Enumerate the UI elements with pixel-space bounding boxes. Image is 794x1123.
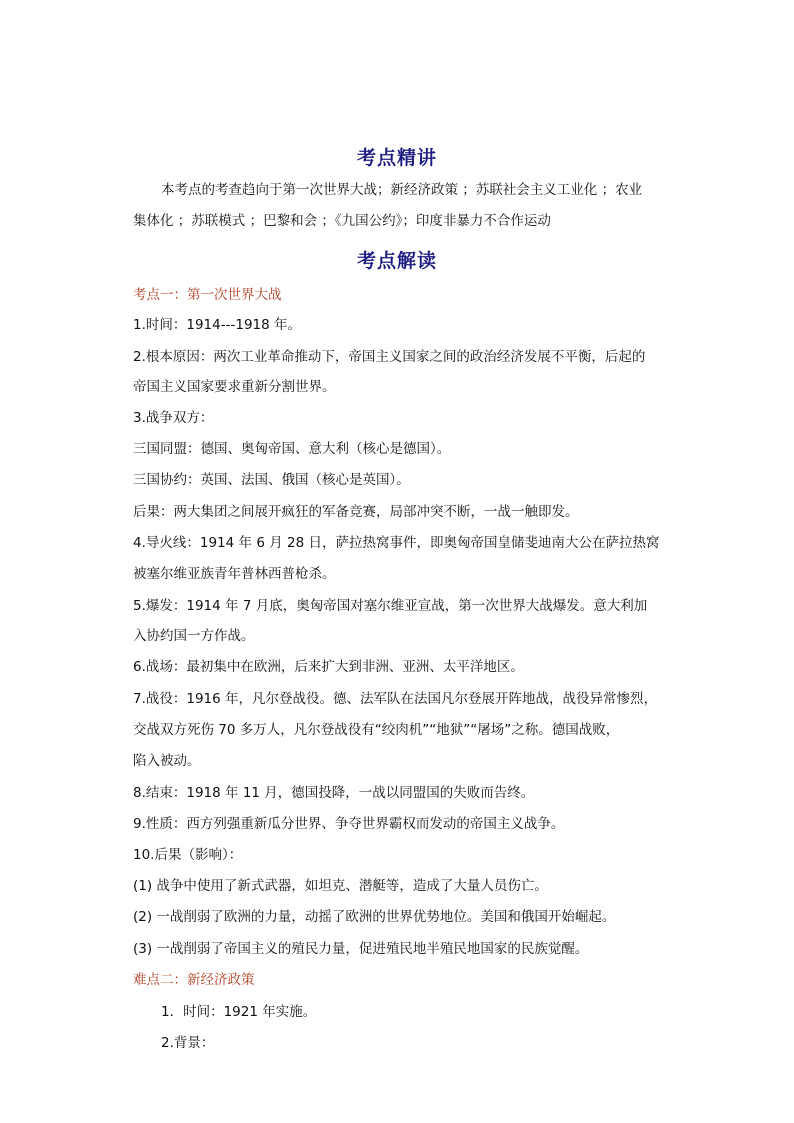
paragraph-line: 帝国主义国家要求重新分割世界。 xyxy=(133,379,336,395)
paragraph-line: 2.根本原因：两次工业革命推动下，帝国主义国家之间的政治经济发展不平衡，后起的 xyxy=(133,349,646,365)
section-heading-interpretation: 考点解读 xyxy=(356,250,437,272)
paragraph-line: 三国协约：英国、法国、俄国（核心是英国）。 xyxy=(133,472,410,488)
paragraph-line: 2.背景： xyxy=(161,1035,215,1051)
paragraph-line: (1) 战争中使用了新式武器，如坦克、潜艇等，造成了大量人员伤亡。 xyxy=(133,878,548,894)
topic-1-title: 考点一：第一次世界大战 xyxy=(133,287,282,303)
paragraph-line: 8.结束：1918 年 11 月，德国投降，一战以同盟国的失败而告终。 xyxy=(133,785,535,801)
paragraph-line: 后果：两大集团之间展开疯狂的军备竞赛，局部冲突不断，一战一触即发。 xyxy=(133,504,579,520)
paragraph-line: 6.战场：最初集中在欧洲，后来扩大到非洲、亚洲、太平洋地区。 xyxy=(133,659,524,675)
topic-2-title: 难点二：新经济政策 xyxy=(133,972,255,988)
paragraph-line: 陷入被动。 xyxy=(133,753,201,769)
intro-line-2: 集体化 ；苏联模式 ；巴黎和会 ；《九国公约》；印度非暴力不合作运动 xyxy=(133,213,551,229)
paragraph-line: 被塞尔维亚族青年普林西普枪杀。 xyxy=(133,566,336,582)
paragraph-line: 4.导火线：1914 年 6 月 28 日，萨拉热窝事件，即奥匈帝国皇储斐迪南大公在萨拉热窝 xyxy=(133,535,660,551)
paragraph-line: 三国同盟：德国、奥匈帝国、意大利（核心是德国）。 xyxy=(133,441,451,457)
paragraph-line: 交战双方死伤 70 多万人，凡尔登战役有“绞肉机”“地狱”“屠场”之称。德国战败， xyxy=(133,722,620,738)
paragraph-line: 5.爆发：1914 年 7 月底，奥匈帝国对塞尔维亚宣战，第一次世界大战爆发。意大利加 xyxy=(133,598,648,614)
paragraph-line: 3.战争双方： xyxy=(133,410,214,426)
paragraph-line: 10.后果（影响）： xyxy=(133,847,243,863)
paragraph-line: (2) 一战削弱了欧洲的力量，动摇了欧洲的世界优势地位。美国和俄国开始崛起。 xyxy=(133,909,616,925)
paragraph-line: 1．时间：1921 年实施。 xyxy=(161,1004,317,1020)
paragraph-line: 9.性质：西方列强重新瓜分世界、争夺世界霸权而发动的帝国主义战争。 xyxy=(133,816,565,832)
paragraph-line: (3) 一战削弱了帝国主义的殖民力量，促进殖民地半殖民地国家的民族觉醒。 xyxy=(133,941,589,957)
section-heading-key-points: 考点精讲 xyxy=(356,147,437,169)
paragraph-line: 7.战役：1916 年，凡尔登战役。德、法军队在法国凡尔登展开阵地战，战役异常惨烈， xyxy=(133,691,658,707)
paragraph-line: 1.时间：1914---1918 年。 xyxy=(133,317,301,333)
paragraph-line: 入协约国一方作战。 xyxy=(133,628,255,644)
intro-line-1: 本考点的考查趋向于第一次世界大战；新经济政策 ；苏联社会主义工业化 ；农业 xyxy=(161,182,643,198)
